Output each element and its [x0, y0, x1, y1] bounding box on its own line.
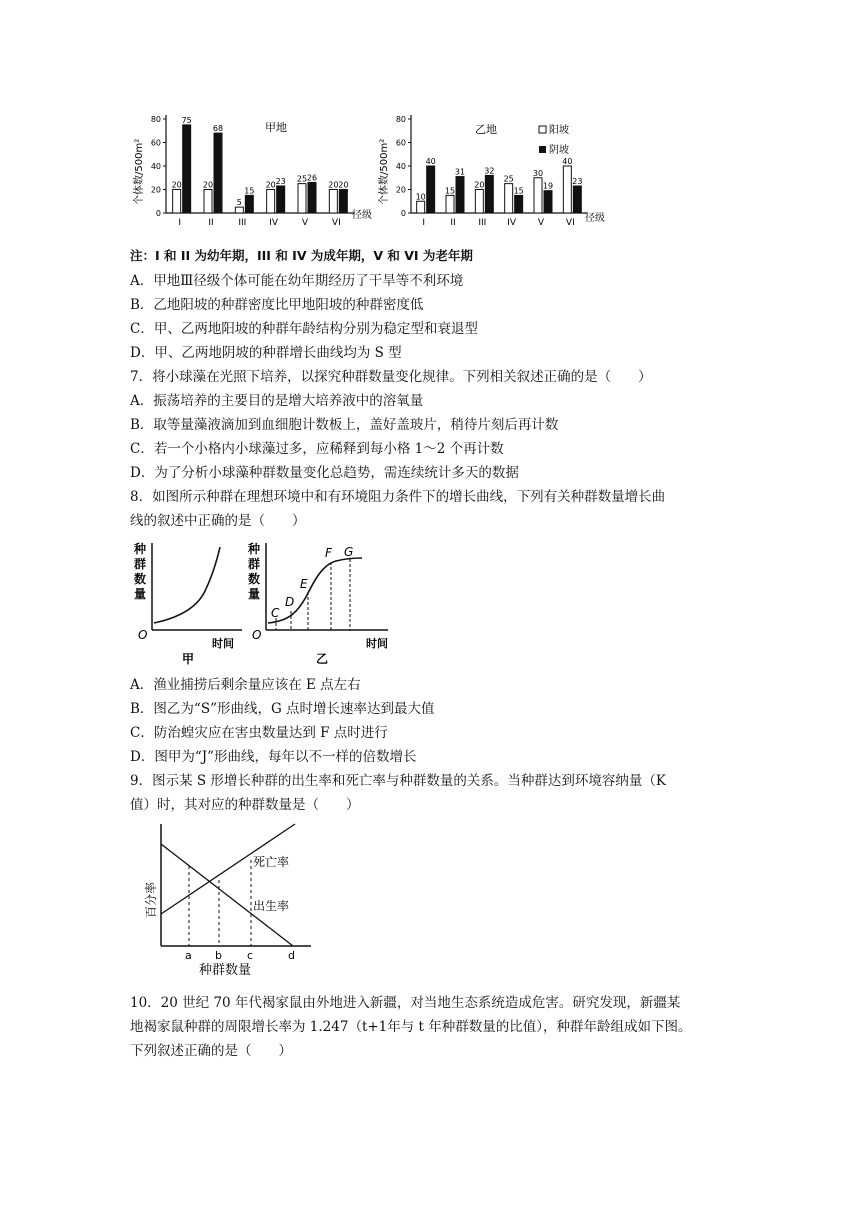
jia-xlabel: 时间	[212, 637, 234, 650]
death-rate-label: 死亡率	[253, 855, 290, 869]
age-stage-note: 注：I 和 II 为幼年期，III 和 IV 为成年期，V 和 VI 为老年期	[130, 248, 473, 263]
jia-category-label: V	[301, 218, 309, 228]
jia-j-curve	[154, 547, 220, 623]
jia-bar-yinpo	[183, 125, 191, 213]
yi-ytick-label: 40	[395, 162, 406, 171]
q8-stem-line1: 8．如图所示种群在理想环境中和有环境阻力条件下的增长曲线，下列有关种群数量增长曲	[130, 489, 666, 505]
yi-category-label: VI	[565, 218, 575, 228]
yi-s-curve	[268, 558, 362, 623]
jia-ytick-label: 40	[150, 162, 161, 171]
yi-bar-value-label: 32	[484, 166, 495, 176]
yi-ytick-label: 20	[395, 185, 406, 195]
yi-bar-yangpo	[446, 195, 454, 213]
yi-bar-yangpo	[475, 190, 483, 214]
yi-bar-yangpo	[417, 201, 425, 213]
yi-ylabel-char-2: 群	[248, 557, 261, 571]
legend-swatch-yangpo	[539, 126, 546, 133]
jia-bar-value-label: 26	[306, 173, 318, 183]
q7-option-c: C．若一个小格内小球藻过多，应稀释到每小格 1～2 个再计数	[130, 441, 504, 457]
jia-bar-value-label: 68	[212, 124, 224, 134]
q6-option-a: A．甲地Ⅲ径级个体可能在幼年期经历了干旱等不利环境	[130, 273, 464, 289]
jia-bar-yinpo	[339, 190, 347, 214]
jia-bar-yangpo	[204, 190, 212, 214]
q8-option-a: A．渔业捕捞后剩余量应该在 E 点左右	[130, 677, 361, 693]
jia-bar-value-label: 23	[275, 176, 286, 186]
q7-option-d: D．为了分析小球藻种群数量变化总趋势，需连续统计多天的数据	[130, 465, 519, 481]
jia-bar-yinpo	[277, 186, 285, 213]
jia-bar-value-label: 5	[236, 198, 242, 208]
birth-death-rate-figure	[135, 818, 325, 980]
q8-option-b: B．图乙为“S”形曲线，G 点时增长速率达到最大值	[130, 701, 435, 717]
yi-bar-value-label: 31	[454, 167, 466, 177]
jia-bar-yinpo	[308, 182, 316, 213]
yi-ytick-label: 80	[395, 115, 406, 124]
yi-bar-yinpo	[485, 175, 493, 213]
yi-ylabel-char-1: 种	[248, 542, 261, 556]
jia-bar-yangpo	[235, 207, 243, 213]
yi-bar-yinpo	[573, 186, 581, 213]
jia-bar-value-label: 20	[328, 180, 339, 190]
yi-ytick-label: 60	[395, 138, 406, 148]
rate-ylabel: 百分率	[144, 881, 158, 918]
q7-stem: 7．将小球藻在光照下培养，以探究种群数量变化规律。下列相关叙述正确的是（ ）	[130, 369, 652, 385]
yi-ylabel-char-4: 量	[248, 587, 261, 601]
jia-category-label: IV	[269, 218, 279, 228]
q6-option-d: D．甲、乙两地阴坡的种群增长曲线均为 S 型	[130, 345, 402, 361]
q6-option-b: B．乙地阳坡的种群密度比甲地阳坡的种群密度低	[130, 297, 424, 313]
yi-ylabel-char-3: 数	[248, 572, 261, 586]
chart-jia-ylabel: 个体数/500m²	[134, 138, 145, 205]
jia-category-label: II	[208, 218, 214, 228]
jia-ylabel-char-2: 群	[134, 557, 147, 571]
yi-caption: 乙	[316, 652, 329, 666]
tick-a: a	[185, 949, 192, 962]
point-e-label: E	[300, 577, 308, 591]
jia-bar-value-label: 20	[265, 180, 276, 190]
jia-ytick-label: 80	[150, 115, 161, 124]
jia-bar-yangpo	[329, 190, 337, 214]
jia-category-label: III	[238, 218, 247, 228]
tick-d: d	[288, 949, 295, 962]
q9-stem-line2: 值）时，其对应的种群数量是（ ）	[130, 797, 360, 813]
point-c-label: C	[271, 606, 280, 620]
jia-bar-value-label: 20	[202, 180, 214, 190]
q6-option-c: C．甲、乙两地阳坡的种群年龄结构分别为稳定型和衰退型	[130, 321, 478, 337]
rate-xlabel: 种群数量	[199, 963, 252, 978]
yi-bar-value-label: 40	[425, 157, 436, 166]
chart-jia-xlabel: 径级	[352, 210, 372, 221]
jia-bar-yangpo	[173, 190, 181, 214]
jia-bar-yinpo	[245, 195, 253, 213]
yi-bar-yangpo	[563, 166, 571, 213]
yi-bar-value-label: 10	[415, 192, 426, 202]
yi-ytick-label: 0	[400, 209, 406, 218]
q10-line2: 地褐家鼠种群的周限增长率为 1.247（t+1年与 t 年种群数量的比值），种群年龄组成如下图。	[130, 1019, 692, 1035]
jia-ytick-label: 20	[150, 185, 161, 195]
jia-category-label: I	[178, 218, 181, 228]
point-g-label: G	[344, 545, 354, 559]
yi-bar-yangpo	[505, 184, 513, 213]
yi-bar-yangpo	[534, 178, 542, 213]
yi-category-label: IV	[507, 218, 517, 228]
chart-jia-title: 甲地	[265, 121, 287, 134]
yi-bar-yinpo	[456, 177, 464, 213]
q10-line3: 下列叙述正确的是（ ）	[130, 1043, 292, 1059]
yi-xlabel: 时间	[366, 637, 388, 650]
jia-bar-yangpo	[298, 184, 306, 213]
jia-ylabel-char-3: 数	[134, 572, 147, 586]
q8-option-d: D．图甲为“J”形曲线，每年以不一样的倍数增长	[130, 749, 417, 765]
legend-label-yinpo: 阴坡	[549, 145, 569, 156]
yi-category-label: I	[422, 218, 425, 228]
yi-bar-value-label: 40	[562, 157, 573, 166]
jia-ytick-label: 0	[155, 209, 161, 218]
jia-bar-value-label: 20	[338, 180, 349, 190]
yi-category-label: V	[537, 218, 545, 228]
jia-bar-value-label: 15	[244, 186, 255, 196]
yi-bar-yinpo	[427, 166, 435, 213]
growth-curves-figure	[130, 535, 400, 670]
yi-category-label: III	[478, 218, 487, 228]
yi-category-label: II	[450, 218, 456, 228]
q10-line1: 10．20 世纪 70 年代褐家鼠由外地进入新疆，对当地生态系统造成危害。研究发现，新疆某	[130, 995, 681, 1011]
q9-stem-line1: 9．图示某 S 形增长种群的出生率和死亡率与种群数量的关系。当种群达到环境容纳量（K	[130, 773, 667, 789]
point-d-label: D	[285, 595, 295, 609]
jia-category-label: VI	[331, 218, 341, 228]
yi-bar-value-label: 15	[513, 186, 524, 196]
jia-origin-label: O	[138, 628, 148, 642]
jia-bar-value-label: 20	[171, 180, 182, 190]
bar-chart-jia	[130, 105, 380, 245]
tick-b: b	[215, 949, 222, 962]
q8-stem-line2: 线的叙述中正确的是（ ）	[130, 513, 306, 529]
jia-bar-value-label: 75	[181, 115, 192, 125]
q7-option-a: A．振荡培养的主要目的是增大培养液中的溶氧量	[130, 393, 424, 409]
yi-bar-yinpo	[544, 191, 552, 213]
yi-bar-yinpo	[515, 195, 523, 213]
birth-rate-label: 出生率	[253, 899, 290, 913]
tick-c: c	[247, 949, 254, 962]
jia-ylabel-char-4: 量	[134, 587, 147, 601]
yi-bar-value-label: 23	[572, 176, 583, 186]
legend-swatch-yinpo	[539, 146, 546, 153]
yi-bar-value-label: 19	[542, 181, 554, 191]
q8-option-c: C．防治蝗灾应在害虫数量达到 F 点时进行	[130, 725, 388, 741]
chart-yi-ylabel: 个体数/500m²	[379, 138, 390, 205]
jia-ytick-label: 60	[150, 138, 161, 148]
yi-bar-value-label: 30	[532, 168, 544, 178]
point-f-label: F	[325, 546, 332, 560]
legend-label-yangpo: 阳坡	[549, 125, 569, 136]
jia-caption: 甲	[182, 652, 195, 666]
jia-bar-yinpo	[214, 133, 222, 213]
q7-option-b: B．取等量藻液滴加到血细胞计数板上，盖好盖玻片，稍待片刻后再计数	[130, 417, 559, 433]
jia-ylabel-char-1: 种	[134, 542, 147, 556]
yi-bar-value-label: 25	[503, 174, 514, 184]
jia-bar-yangpo	[267, 190, 275, 214]
bar-chart-yi	[375, 105, 625, 245]
jia-bar-value-label: 25	[296, 174, 308, 184]
yi-bar-value-label: 20	[474, 180, 485, 190]
chart-yi-xlabel: 径级	[585, 213, 605, 224]
chart-yi-title: 乙地	[475, 123, 497, 136]
yi-bar-value-label: 15	[444, 186, 456, 196]
yi-origin-label: O	[252, 628, 262, 642]
